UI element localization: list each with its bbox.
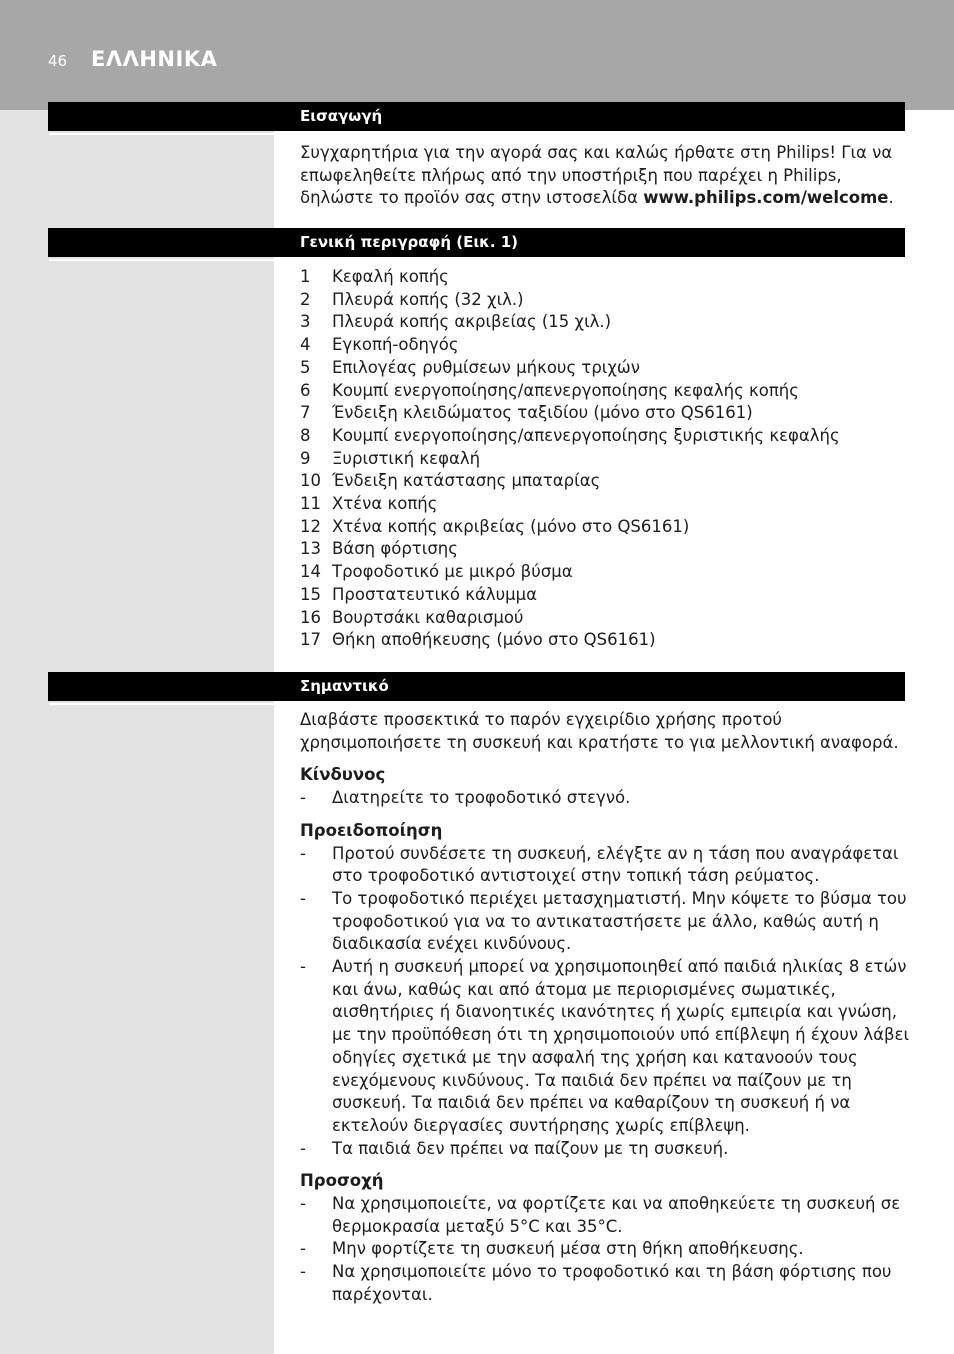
item-number: 14 xyxy=(300,562,321,582)
item-label: Προστατευτικό κάλυμμα xyxy=(332,584,538,604)
item-label: Βουρτσάκι καθαρισμού xyxy=(332,607,524,627)
dash-bullet: - xyxy=(300,1138,306,1158)
item-text: Αυτή η συσκευή μπορεί να χρησιμοποιηθεί από παιδιά ηλικίας 8 ετών και άνω, καθώς και από άτομα με περιορισμένες σωματικές, αισθητήριες ή διανοητικές ικανότητες ή χωρίς εμπειρία και γνώση, με την προϋπόθεση ότι τη χρησιμοποιούν υπό επίβλεψη ή έχουν λάβει οδηγίες σχετικά με την ασφαλή της χρήση και κατανοούν τους ενεχόμενους κινδύνους. Τα παιδιά δεν πρέπει να παίζουν με τη συσκευή. Τα παιδιά δεν πρέπει να καθαρίζουν τη συσκευή ή να εκτελούν διεργασίες συντήρησης χωρίς επίβλεψη. xyxy=(332,957,910,1135)
item-number: 10 xyxy=(300,471,321,491)
item-number: 2 xyxy=(300,289,311,309)
section-title-important: Σημαντικό xyxy=(300,677,389,695)
list-item xyxy=(300,448,910,471)
list-item xyxy=(300,266,910,289)
item-label: Τροφοδοτικό με μικρό βύσμα xyxy=(332,562,573,582)
item-label: Κεφαλή κοπής xyxy=(332,267,449,286)
dash-bullet: - xyxy=(300,888,306,908)
item-text: Να χρησιμοποιείτε μόνο το τροφοδοτικό και τη βάση φόρτισης που παρέχονται. xyxy=(332,1262,892,1304)
list-item xyxy=(300,584,910,607)
list-item xyxy=(300,334,910,357)
list-item xyxy=(300,561,910,584)
item-number: 9 xyxy=(300,448,311,468)
list-item xyxy=(300,607,910,630)
item-number: 1 xyxy=(300,267,311,286)
list-item xyxy=(300,357,910,380)
item-text: Τα παιδιά δεν πρέπει να παίζουν με τη συσκευή. xyxy=(332,1138,729,1158)
page-number: 46 xyxy=(48,52,68,70)
item-number: 3 xyxy=(300,312,311,332)
page-header xyxy=(0,0,954,110)
parts-list xyxy=(300,266,910,652)
warning-heading: Προειδοποίηση xyxy=(300,820,443,840)
dash-bullet: - xyxy=(300,788,306,808)
item-number: 11 xyxy=(300,494,321,514)
list-item xyxy=(300,289,910,312)
item-label: Χτένα κοπής ακριβείας (μόνο στο QS6161) xyxy=(332,516,690,536)
item-number: 16 xyxy=(300,607,321,627)
intro-paragraph xyxy=(300,142,910,210)
item-label: Θήκη αποθήκευσης (μόνο στο QS6161) xyxy=(332,630,656,650)
dash-bullet: - xyxy=(300,1239,306,1259)
item-label: Εγκοπή-οδηγός xyxy=(332,335,459,355)
caution-heading: Προσοχή xyxy=(300,1171,384,1191)
item-label: Κουμπί ενεργοποίησης/απενεργοποίησης ξυριστικής κεφαλής xyxy=(332,425,840,445)
section-bar-overview xyxy=(48,228,905,257)
warning-list xyxy=(300,843,910,1161)
list-item xyxy=(300,888,910,956)
item-label: Κουμπί ενεργοποίησης/απενεργοποίησης κεφαλής κοπής xyxy=(332,380,799,400)
item-label: Επιλογέας ρυθμίσεων μήκους τριχών xyxy=(332,357,640,377)
list-item xyxy=(300,1238,910,1261)
language-title: ΕΛΛΗΝΙΚΑ xyxy=(91,47,218,71)
item-text: Προτού συνδέσετε τη συσκευή, ελέγξτε αν η τάση που αναγράφεται στο τροφοδοτικό αντιστοιχεί στην τοπική τάση ρεύματος. xyxy=(332,843,899,886)
item-text: Το τροφοδοτικό περιέχει μετασχηματιστή. Μην κόψετε το βύσμα του τροφοδοτικού για να το αντικαταστήσετε με άλλο, καθώς αυτή η διαδικασία ενέχει κινδύνους. xyxy=(332,888,907,954)
danger-list xyxy=(300,787,910,810)
item-number: 7 xyxy=(300,403,311,423)
dash-bullet: - xyxy=(300,1262,306,1282)
intro-text: Συγχαρητήρια για την αγορά σας και καλώς ήρθατε στη Philips! Για να επωφεληθείτε πλήρως από την υποστήριξη που παρέχει η Philips, δηλώστε το προϊόν σας στην ιστοσελίδα xyxy=(300,143,893,208)
list-item xyxy=(300,380,910,403)
caution-list xyxy=(300,1193,910,1307)
item-number: 5 xyxy=(300,357,311,377)
item-label: Ξυριστική κεφαλή xyxy=(332,448,481,468)
intro-section xyxy=(300,142,910,210)
item-text: Να χρησιμοποιείτε, να φορτίζετε και να αποθηκεύετε τη συσκευή σε θερμοκρασία μεταξύ 5°C και 35°C. xyxy=(332,1194,901,1236)
list-item xyxy=(300,538,910,561)
list-item xyxy=(300,493,910,516)
list-item xyxy=(300,1193,910,1238)
section-title-intro: Εισαγωγή xyxy=(300,107,383,125)
item-number: 6 xyxy=(300,380,311,400)
item-label: Χτένα κοπής xyxy=(332,494,438,514)
left-margin-panel xyxy=(0,110,274,1354)
dash-bullet: - xyxy=(300,843,306,863)
item-number: 13 xyxy=(300,539,321,559)
list-item xyxy=(300,311,910,334)
list-item xyxy=(300,956,910,1138)
item-label: Ένδειξη κατάστασης μπαταρίας xyxy=(332,471,601,491)
danger-heading: Κίνδυνος xyxy=(300,765,386,785)
intro-text-end: . xyxy=(888,188,894,208)
list-item xyxy=(300,516,910,539)
list-item xyxy=(300,425,910,448)
item-number: 8 xyxy=(300,425,311,445)
dash-bullet: - xyxy=(300,1194,306,1214)
item-text: Μην φορτίζετε τη συσκευή μέσα στη θήκη αποθήκευσης. xyxy=(332,1239,804,1259)
item-label: Πλευρά κοπής (32 χιλ.) xyxy=(332,289,524,309)
welcome-link[interactable]: www.philips.com/welcome xyxy=(643,188,889,208)
section-bar-intro xyxy=(48,102,905,131)
important-intro: Διαβάστε προσεκτικά το παρόν εγχειρίδιο χρήσης προτού χρησιμοποιήσετε τη συσκευή και κρατήστε το για μελλοντική αναφορά. xyxy=(300,710,899,752)
important-section xyxy=(300,709,910,1307)
item-number: 4 xyxy=(300,335,311,355)
overview-section xyxy=(300,266,910,652)
list-item xyxy=(300,1138,910,1161)
list-item xyxy=(300,787,910,810)
section-bar-important xyxy=(48,672,905,701)
list-item xyxy=(300,1261,910,1306)
item-label: Ένδειξη κλειδώματος ταξιδίου (μόνο στο QS6161) xyxy=(332,403,753,423)
section-title-overview: Γενική περιγραφή (Εικ. 1) xyxy=(300,233,519,251)
list-item xyxy=(300,470,910,493)
item-number: 17 xyxy=(300,630,321,650)
item-label: Πλευρά κοπής ακριβείας (15 χιλ.) xyxy=(332,312,612,332)
list-item xyxy=(300,843,910,888)
list-item xyxy=(300,402,910,425)
list-item xyxy=(300,629,910,652)
item-text: Διατηρείτε το τροφοδοτικό στεγνό. xyxy=(332,788,631,808)
dash-bullet: - xyxy=(300,957,306,977)
item-label: Βάση φόρτισης xyxy=(332,539,458,559)
item-number: 15 xyxy=(300,584,321,604)
item-number: 12 xyxy=(300,516,321,536)
